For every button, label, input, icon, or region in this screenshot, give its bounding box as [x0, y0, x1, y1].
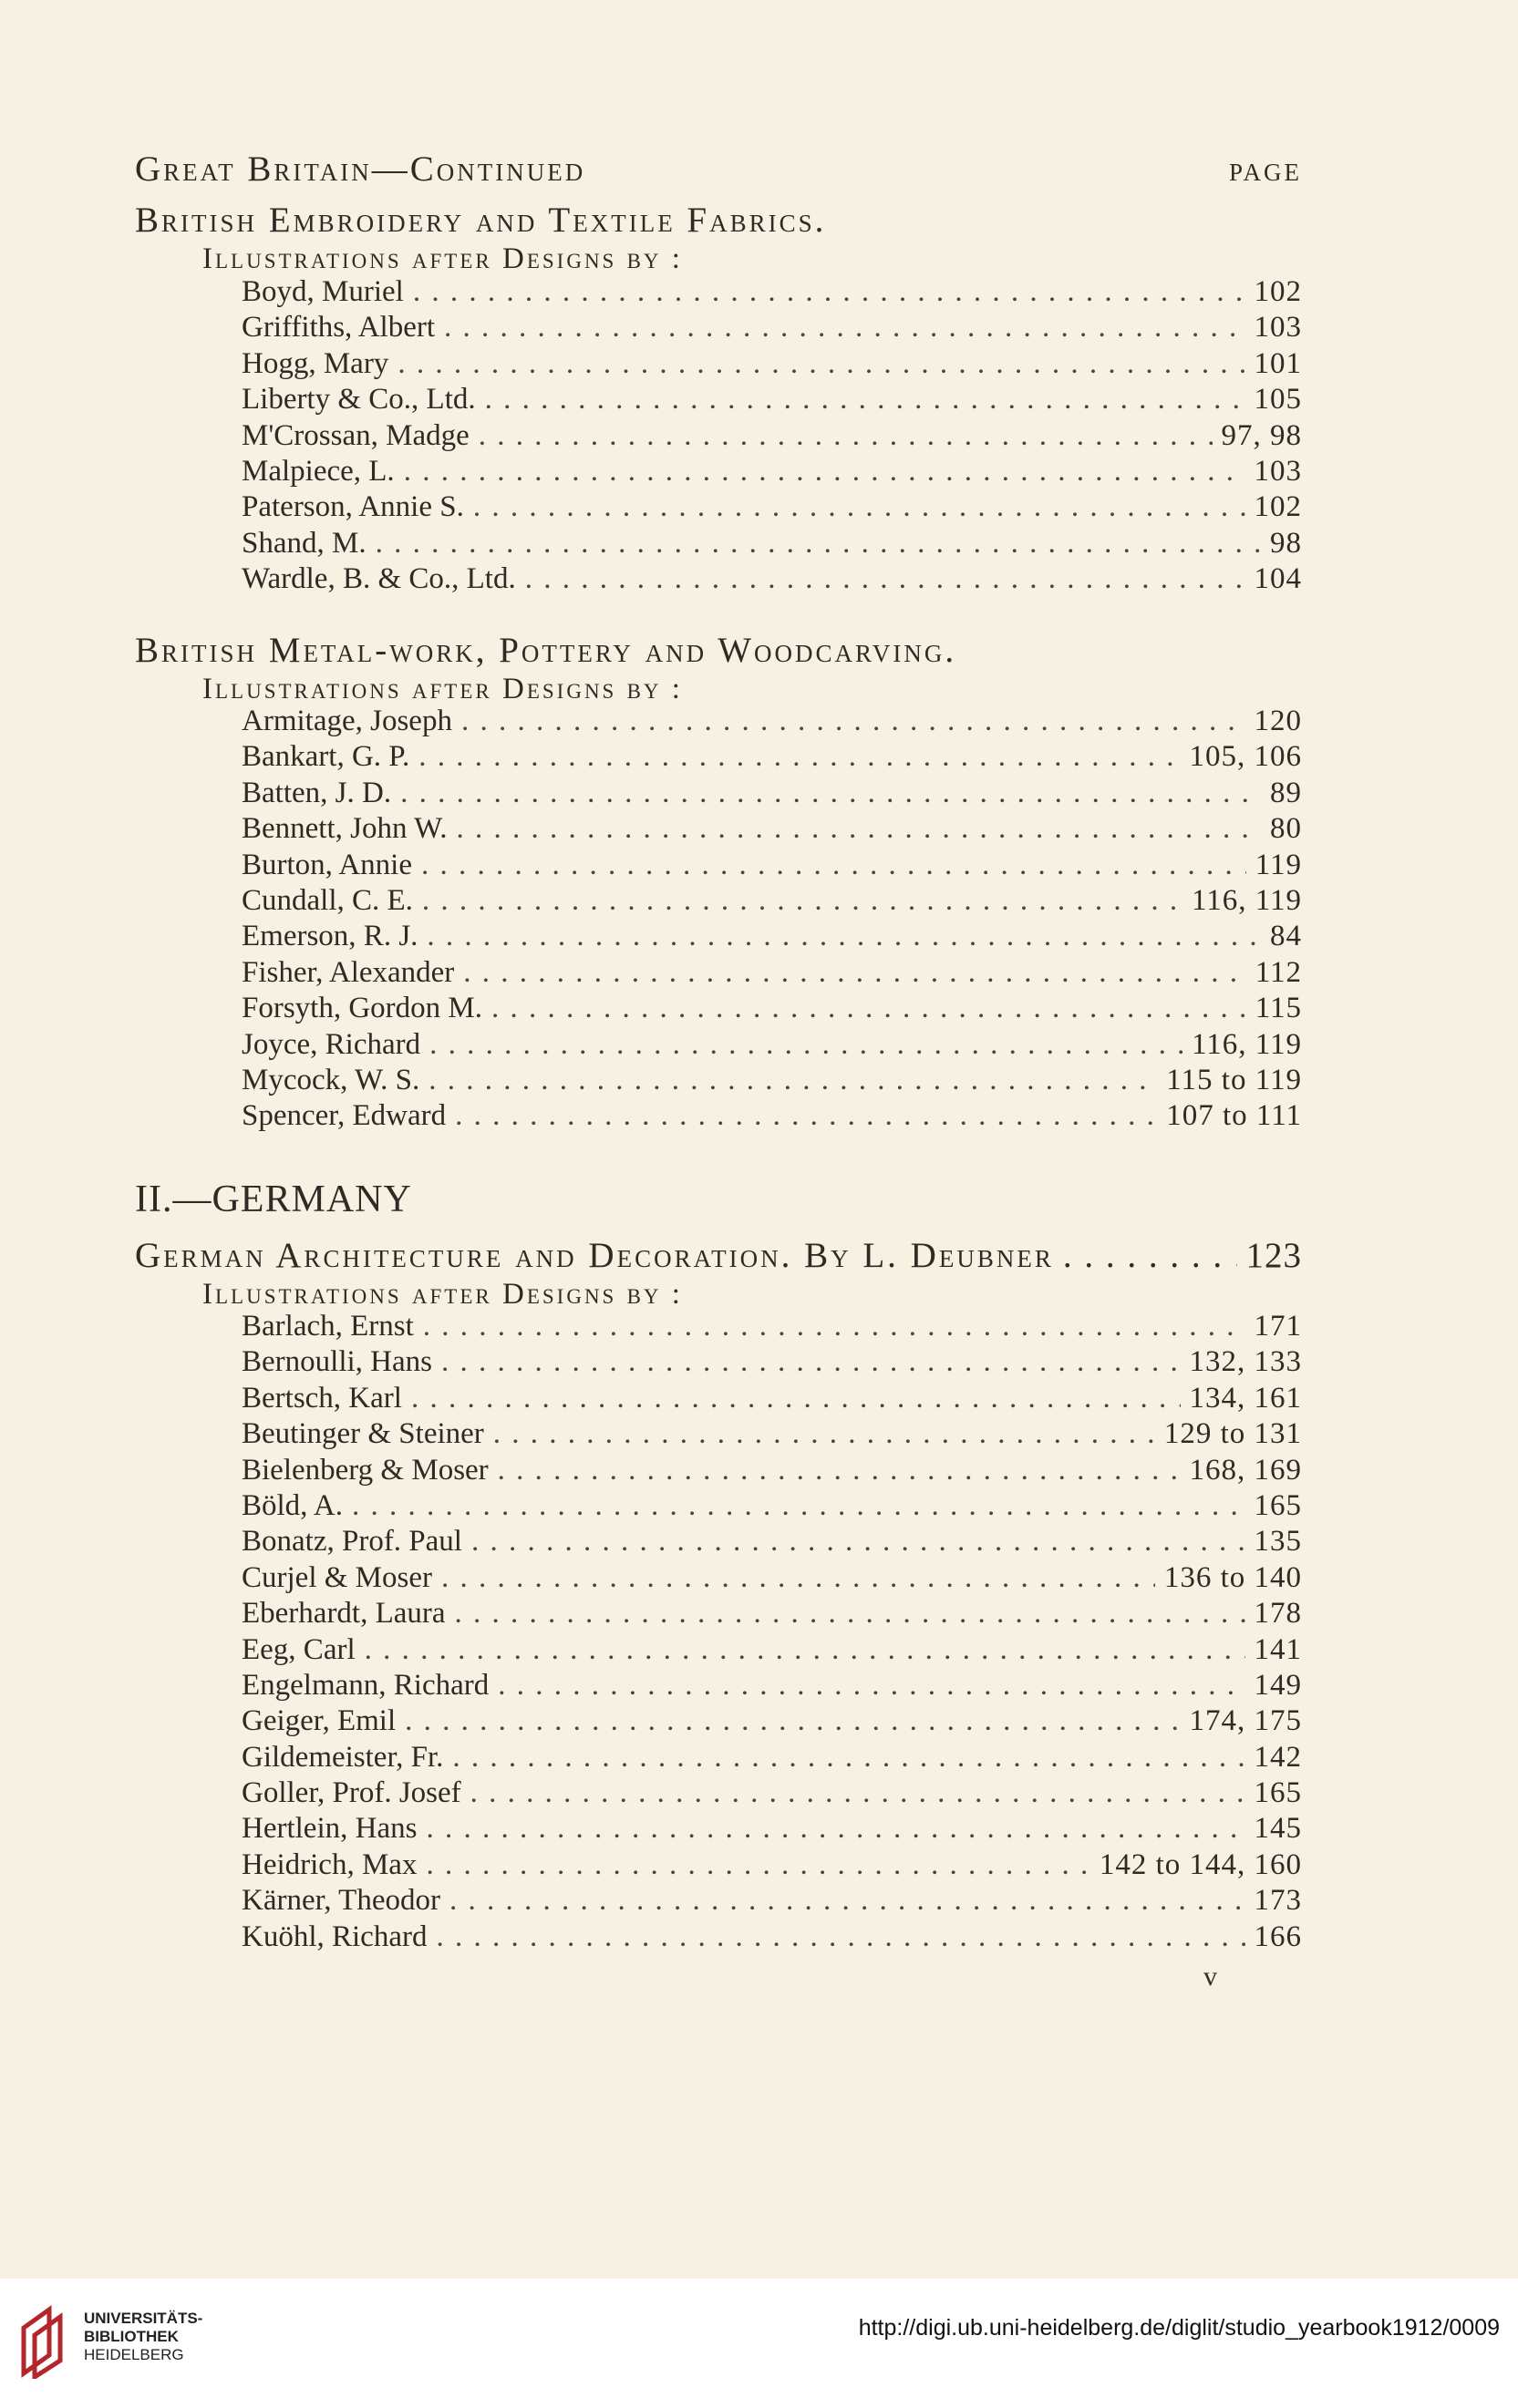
- library-name-line1: UNIVERSITÄTS-: [84, 2310, 203, 2327]
- section-title-architecture-text: German Architecture and Decoration. By L. Deubner: [135, 1236, 1054, 1275]
- entry-pages: 119: [1255, 848, 1302, 881]
- entry-pages: 80: [1270, 812, 1302, 846]
- entry-name: Paterson, Annie S.: [242, 490, 464, 524]
- section-title-architecture-pages: 123: [1245, 1236, 1302, 1275]
- dot-leader: [470, 1775, 1245, 1811]
- dot-leader: [421, 848, 1246, 883]
- dot-leader: [429, 1027, 1182, 1063]
- entry-pages: 105, 106: [1189, 740, 1302, 774]
- library-name-line2: BIBLIOTHEK: [84, 2328, 179, 2345]
- section-subtitle-metalwork: Illustrations after Designs by :: [202, 673, 683, 705]
- entry-list-architecture: [242, 1309, 1302, 1955]
- section-subtitle-architecture: Illustrations after Designs by :: [202, 1278, 683, 1311]
- dot-leader: [493, 1416, 1155, 1452]
- section-title-architecture: [135, 1236, 1302, 1276]
- dot-leader: [352, 1488, 1245, 1524]
- entry-name: Burton, Annie: [242, 848, 412, 881]
- running-header-title: Great Britain—Continued: [135, 149, 586, 189]
- entry-pages: 166: [1254, 1919, 1302, 1953]
- entry-name: Fisher, Alexander: [242, 955, 455, 989]
- entry-name: Shand, M.: [242, 526, 367, 560]
- entry-name: Joyce, Richard: [242, 1027, 421, 1061]
- dot-leader: [423, 1309, 1245, 1344]
- entry-pages: 142 to 144, 160: [1099, 1847, 1302, 1881]
- entry-pages: 136 to 140: [1163, 1560, 1302, 1594]
- entry-pages: 105: [1254, 383, 1302, 417]
- entry-pages: 173: [1254, 1884, 1302, 1918]
- entry-pages: 89: [1270, 776, 1302, 809]
- index-entry: [242, 1811, 1302, 1847]
- entry-pages: 107 to 111: [1166, 1099, 1302, 1133]
- entry-name: Beutinger & Steiner: [242, 1417, 484, 1451]
- dot-leader: [404, 454, 1245, 489]
- entry-name: Böld, A.: [242, 1488, 343, 1522]
- entry-pages: 116, 119: [1191, 1027, 1302, 1061]
- index-entry: [242, 1381, 1302, 1416]
- entry-list-metalwork: [242, 704, 1302, 1135]
- entry-pages: 174, 175: [1189, 1704, 1302, 1738]
- index-entry: [242, 1883, 1302, 1919]
- dot-leader: [498, 1668, 1244, 1703]
- entry-name: Wardle, B. & Co., Ltd.: [242, 562, 516, 596]
- entry-name: Gildemeister, Fr.: [242, 1740, 444, 1774]
- index-entry: [242, 1027, 1302, 1063]
- index-entry: [242, 1098, 1302, 1134]
- entry-pages: 104: [1254, 562, 1302, 596]
- dot-leader: [422, 883, 1182, 919]
- entry-name: Boyd, Muriel: [242, 275, 404, 308]
- dot-leader: [427, 919, 1261, 954]
- dot-leader: [411, 1381, 1181, 1416]
- entry-pages: 116, 119: [1191, 883, 1302, 917]
- index-entry: [242, 1668, 1302, 1703]
- dot-leader: [455, 1098, 1157, 1134]
- dot-leader: [418, 739, 1180, 775]
- dot-leader: [429, 1063, 1157, 1098]
- entry-name: Eberhardt, Laura: [242, 1597, 446, 1631]
- entry-name: Malpiece, L.: [242, 454, 395, 488]
- dot-leader: [461, 704, 1245, 739]
- library-name-line3: HEIDELBERG: [84, 2346, 184, 2363]
- running-header: [135, 149, 1302, 190]
- index-entry: [242, 1847, 1302, 1883]
- index-entry: [242, 991, 1302, 1026]
- dot-leader: [413, 274, 1245, 310]
- index-entry: [242, 1309, 1302, 1344]
- entry-pages: 135: [1254, 1525, 1302, 1559]
- entry-name: Spencer, Edward: [242, 1099, 447, 1133]
- dot-leader: [376, 526, 1261, 561]
- entry-pages: 101: [1254, 346, 1302, 380]
- entry-pages: 84: [1270, 920, 1302, 953]
- dot-leader: [400, 776, 1261, 811]
- entry-name: Kuöhl, Richard: [242, 1919, 428, 1953]
- entry-pages: 141: [1254, 1632, 1302, 1666]
- entry-pages: 165: [1254, 1776, 1302, 1810]
- entry-name: Hertlein, Hans: [242, 1812, 418, 1846]
- index-entry: [242, 1453, 1302, 1488]
- index-entry: [242, 919, 1302, 954]
- dot-leader: [426, 1811, 1244, 1847]
- ub-heidelberg-logo-icon: [18, 2304, 75, 2379]
- dot-leader: [473, 489, 1245, 525]
- index-entry: [242, 1775, 1302, 1811]
- entry-name: Heidrich, Max: [242, 1847, 418, 1881]
- entry-pages: 97, 98: [1221, 418, 1302, 452]
- entry-pages: 115 to 119: [1166, 1063, 1302, 1096]
- section-subtitle-embroidery: Illustrations after Designs by :: [202, 242, 683, 275]
- entry-pages: 134, 161: [1189, 1381, 1302, 1415]
- index-entry: [242, 1488, 1302, 1524]
- entry-name: Engelmann, Richard: [242, 1668, 490, 1702]
- entry-name: Goller, Prof. Josef: [242, 1776, 461, 1810]
- index-entry: [242, 776, 1302, 811]
- entry-list-embroidery: [242, 274, 1302, 598]
- entry-name: Bankart, G. P.: [242, 740, 410, 774]
- entry-name: Griffiths, Albert: [242, 311, 436, 345]
- dot-leader: [471, 1524, 1245, 1559]
- entry-pages: 132, 133: [1189, 1345, 1302, 1379]
- entry-name: Bielenberg & Moser: [242, 1453, 489, 1487]
- index-entry: [242, 526, 1302, 561]
- entry-pages: 168, 169: [1189, 1453, 1302, 1487]
- entry-pages: 142: [1254, 1740, 1302, 1774]
- index-entry: [242, 418, 1302, 454]
- index-entry: [242, 955, 1302, 991]
- entry-name: Bonatz, Prof. Paul: [242, 1525, 462, 1559]
- entry-pages: 103: [1254, 454, 1302, 488]
- entry-pages: 171: [1254, 1310, 1302, 1343]
- entry-pages: 178: [1254, 1597, 1302, 1631]
- entry-pages: 129 to 131: [1163, 1417, 1302, 1451]
- entry-name: Bennett, John W.: [242, 812, 448, 846]
- dot-leader: [455, 1596, 1245, 1631]
- index-entry: [242, 489, 1302, 525]
- index-entry: [242, 454, 1302, 489]
- dot-leader: [426, 1847, 1089, 1883]
- dot-leader: [436, 1919, 1244, 1955]
- index-entry: [242, 1596, 1302, 1631]
- entry-name: Barlach, Ernst: [242, 1310, 414, 1343]
- page-column-label: page: [1228, 149, 1302, 189]
- dot-leader: [463, 955, 1245, 991]
- index-entry: [242, 1740, 1302, 1775]
- entry-pages: 165: [1254, 1488, 1302, 1522]
- library-name: [84, 2310, 202, 2364]
- dot-leader: [491, 991, 1246, 1026]
- entry-pages: 102: [1254, 490, 1302, 524]
- dot-leader: [441, 1560, 1155, 1596]
- entry-name: Batten, J. D.: [242, 776, 392, 809]
- index-entry: [242, 274, 1302, 310]
- index-entry: [242, 382, 1302, 417]
- index-entry: [242, 346, 1302, 382]
- entry-name: Geiger, Emil: [242, 1704, 397, 1738]
- entry-pages: 102: [1254, 275, 1302, 308]
- digitization-footer: [0, 2279, 1518, 2408]
- index-entry: [242, 1560, 1302, 1596]
- index-entry: [242, 1524, 1302, 1559]
- dot-leader: [441, 1344, 1181, 1380]
- entry-name: Eeg, Carl: [242, 1632, 356, 1666]
- dot-leader: [452, 1740, 1244, 1775]
- dot-leader: [498, 1453, 1181, 1488]
- entry-name: Cundall, C. E.: [242, 883, 413, 917]
- entry-pages: 98: [1270, 526, 1302, 560]
- index-entry: [242, 310, 1302, 345]
- index-entry: [242, 811, 1302, 847]
- index-entry: [242, 1919, 1302, 1955]
- entry-pages: 103: [1254, 311, 1302, 345]
- entry-name: Mycock, W. S.: [242, 1063, 420, 1096]
- dot-leader: [449, 1883, 1245, 1919]
- dot-leader: [525, 561, 1245, 597]
- index-entry: [242, 883, 1302, 919]
- dot-leader: [398, 346, 1244, 382]
- section-title-metalwork: British Metal-work, Pottery and Woodcarving.: [135, 631, 957, 670]
- entry-name: Emerson, R. J.: [242, 920, 418, 953]
- entry-name: Armitage, Joseph: [242, 705, 452, 737]
- entry-pages: 145: [1254, 1812, 1302, 1846]
- index-entry: [242, 1063, 1302, 1098]
- entry-pages: 115: [1255, 992, 1302, 1025]
- dot-leader: [444, 310, 1244, 345]
- entry-name: Liberty & Co., Ltd.: [242, 383, 476, 417]
- dot-leader: [479, 418, 1213, 454]
- entry-name: Hogg, Mary: [242, 346, 389, 380]
- country-heading: II.—GERMANY: [135, 1178, 412, 1220]
- entry-name: Curjel & Moser: [242, 1560, 432, 1594]
- entry-name: Bertsch, Karl: [242, 1381, 402, 1415]
- index-entry: [242, 848, 1302, 883]
- dot-leader: [365, 1632, 1245, 1668]
- entry-name: M'Crossan, Madge: [242, 418, 470, 452]
- index-entry: [242, 704, 1302, 739]
- entry-name: Bernoulli, Hans: [242, 1345, 432, 1379]
- index-entry: [242, 561, 1302, 597]
- entry-name: Forsyth, Gordon M.: [242, 992, 483, 1025]
- entry-pages: 112: [1255, 955, 1302, 989]
- index-entry: [242, 1416, 1302, 1452]
- dot-leader: [405, 1703, 1180, 1739]
- entry-name: Kärner, Theodor: [242, 1884, 440, 1918]
- dot-leader: [1063, 1236, 1237, 1276]
- index-entry: [242, 1344, 1302, 1380]
- entry-pages: 120: [1254, 705, 1302, 737]
- page-folio: v: [1203, 1961, 1217, 1991]
- dot-leader: [485, 382, 1245, 417]
- section-title-embroidery: British Embroidery and Textile Fabrics.: [135, 201, 827, 240]
- entry-pages: 149: [1254, 1668, 1302, 1702]
- index-entry: [242, 1703, 1302, 1739]
- dot-leader: [457, 811, 1261, 847]
- index-entry: [242, 739, 1302, 775]
- source-url-link[interactable]: http://digi.ub.uni-heidelberg.de/diglit/studio_yearbook1912/0009: [858, 2315, 1500, 2341]
- index-entry: [242, 1632, 1302, 1668]
